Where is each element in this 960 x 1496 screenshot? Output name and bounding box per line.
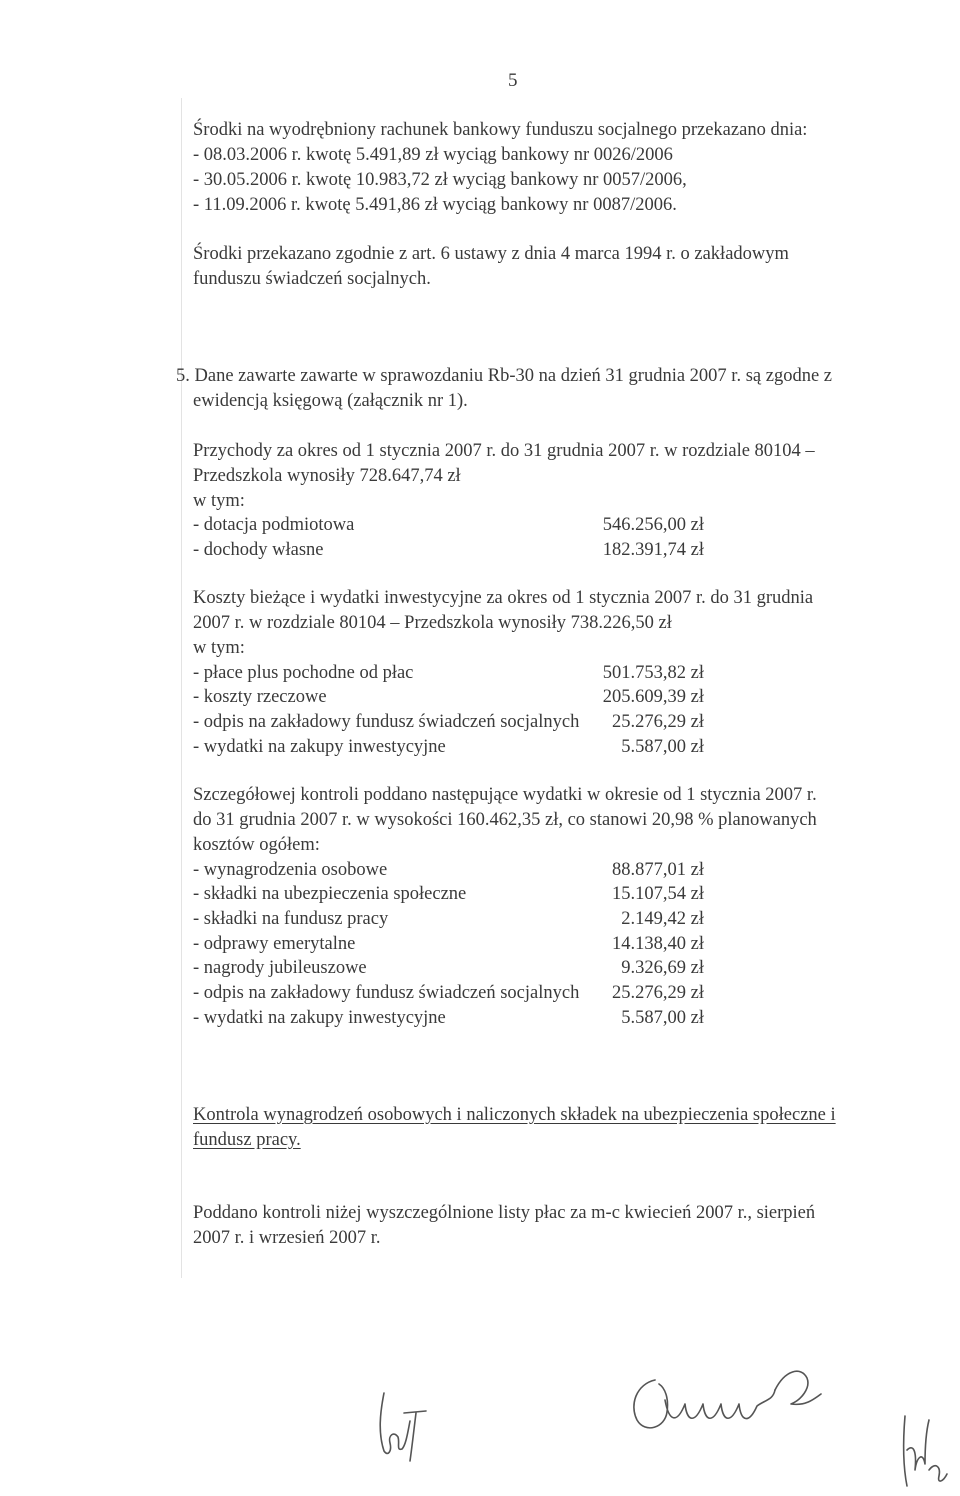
costs-row-amount: 25.276,29 zł — [612, 712, 704, 732]
detailed-row-amount: 25.276,29 zł — [612, 983, 704, 1003]
costs-row-amount: 205.609,39 zł — [602, 687, 704, 707]
detailed-row-amount: 2.149,42 zł — [621, 909, 704, 929]
section-5-line: 5. Dane zawarte zawarte w sprawozdaniu Rb-30 na dzień 31 grudnia 2007 r. są zgodne z — [176, 366, 832, 386]
income-line: Przedszkola wynosiły 728.647,74 zł — [193, 466, 461, 486]
detailed-row-label: - składki na ubezpieczenia społeczne — [193, 884, 467, 904]
payroll-heading: fundusz pracy. — [193, 1130, 301, 1150]
income-line: Przychody za okres od 1 stycznia 2007 r. do 31 grudnia 2007 r. w rozdziale 80104 – — [193, 441, 815, 461]
costs-row-label: - koszty rzeczowe — [193, 687, 327, 707]
detailed-row-amount: 14.138,40 zł — [612, 934, 704, 954]
detailed-row-label: - składki na fundusz pracy — [193, 909, 389, 929]
income-row-label: - dotacja podmiotowa — [193, 515, 355, 535]
detailed-row-label: - wydatki na zakupy inwestycyjne — [193, 1008, 446, 1028]
detailed-row-label: - odpis na zakładowy fundusz świadczeń socjalnych — [193, 983, 580, 1003]
detailed-row-label: - odprawy emerytalne — [193, 934, 356, 954]
costs-row-label: - odpis na zakładowy fundusz świadczeń socjalnych — [193, 712, 580, 732]
scan-margin-line — [181, 98, 182, 1278]
income-row-amount: 182.391,74 zł — [602, 540, 704, 560]
income-row-amount: 546.256,00 zł — [602, 515, 704, 535]
detailed-row-amount: 15.107,54 zł — [612, 884, 704, 904]
income-wtym: w tym: — [193, 491, 245, 511]
costs-row-amount: 5.587,00 zł — [621, 737, 704, 757]
costs-line: Koszty bieżące i wydatki inwestycyjne za okres od 1 stycznia 2007 r. do 31 grudnia — [193, 588, 814, 608]
detailed-line: Szczegółowej kontroli poddano następujące wydatki w okresie od 1 stycznia 2007 r. — [193, 785, 817, 805]
payroll-text: Poddano kontroli niżej wyszczególnione listy płac za m-c kwiecień 2007 r., sierpień — [193, 1203, 816, 1223]
detailed-row-amount: 88.877,01 zł — [612, 860, 704, 880]
income-row-label: - dochody własne — [193, 540, 324, 560]
detailed-row-label: - nagrody jubileuszowe — [193, 958, 367, 978]
costs-line: 2007 r. w rozdziale 80104 – Przedszkola wynosiły 738.226,50 zł — [193, 613, 672, 633]
transfers-intro: Środki na wyodrębniony rachunek bankowy funduszu socjalnego przekazano dnia: — [193, 120, 808, 140]
detailed-row-amount: 5.587,00 zł — [621, 1008, 704, 1028]
signature-initials-2 — [895, 1410, 955, 1490]
costs-row-label: - płace plus pochodne od płac — [193, 663, 414, 683]
transfer-item: - 30.05.2006 r. kwotę 10.983,72 zł wyciąg bankowy nr 0057/2006, — [193, 170, 687, 190]
costs-wtym: w tym: — [193, 638, 245, 658]
payroll-text: 2007 r. i wrzesień 2007 r. — [193, 1228, 381, 1248]
legal-basis-line: funduszu świadczeń socjalnych. — [193, 269, 431, 289]
legal-basis-line: Środki przekazano zgodnie z art. 6 ustawy z dnia 4 marca 1994 r. o zakładowym — [193, 244, 789, 264]
detailed-line: do 31 grudnia 2007 r. w wysokości 160.462,35 zł, co stanowi 20,98 % planowanych — [193, 810, 817, 830]
costs-row-label: - wydatki na zakupy inwestycyjne — [193, 737, 446, 757]
signature-initials-1 — [370, 1385, 440, 1465]
page-number: 5 — [508, 70, 518, 91]
costs-row-amount: 501.753,82 zł — [602, 663, 704, 683]
detailed-line: kosztów ogółem: — [193, 835, 320, 855]
transfer-item: - 08.03.2006 r. kwotę 5.491,89 zł wyciąg bankowy nr 0026/2006 — [193, 145, 673, 165]
detailed-row-amount: 9.326,69 zł — [621, 958, 704, 978]
detailed-row-label: - wynagrodzenia osobowe — [193, 860, 388, 880]
section-5-line: ewidencją księgową (załącznik nr 1). — [193, 391, 468, 411]
signature-main — [615, 1360, 845, 1440]
payroll-heading: Kontrola wynagrodzeń osobowych i naliczonych składek na ubezpieczenia społeczne i — [193, 1105, 836, 1125]
transfer-item: - 11.09.2006 r. kwotę 5.491,86 zł wyciąg bankowy nr 0087/2006. — [193, 195, 677, 215]
